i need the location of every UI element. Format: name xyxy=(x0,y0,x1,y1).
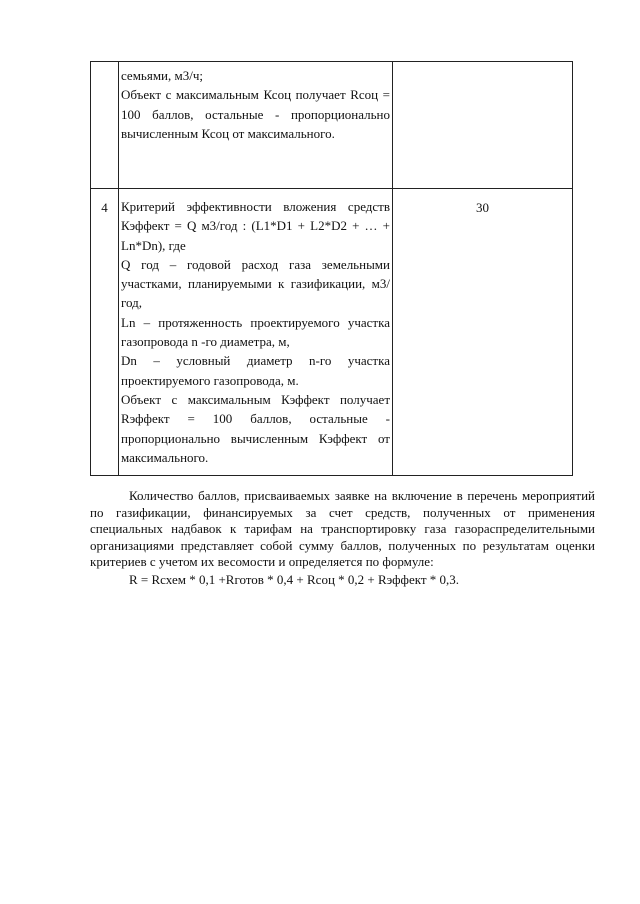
score-cell xyxy=(393,189,573,476)
table-row-continued xyxy=(91,62,573,189)
criterion-description-cell xyxy=(119,62,393,189)
score-cell xyxy=(393,62,573,189)
table-row-criterion-4 xyxy=(91,189,573,476)
row-number-cell xyxy=(91,189,119,476)
row-number-cell xyxy=(91,62,119,189)
body-paragraph: Количество баллов, присваиваемых заявке на включение в перечень мероприятий по газификации, финансируемых за счет средств, полученных от применения специальных надбавок к тарифам на транспортировку газа газораспределительными организациями представляет собой сумму баллов, полученных по результатам оценки критериев с учетом их весомости и определяется по формуле: xyxy=(90,488,595,569)
score-formula: R = Rсхем * 0,1 +Rготов * 0,4 + Rсоц * 0,2 + Rэффект * 0,3. xyxy=(129,571,460,587)
criterion-text-line: Q год – годовой расход газа земельными участками, планируемыми к газификации, м3/год, xyxy=(121,256,390,311)
criterion-text-line: Объект с максимальным Ксоц получает Rсоц = 100 баллов, остальные - пропорционально вычисленным Ксоц от максимального. xyxy=(121,87,390,141)
criterion-description-cell xyxy=(119,189,393,476)
criterion-score: 30 xyxy=(476,200,489,215)
row-number: 4 xyxy=(101,200,108,215)
criterion-text-line: Ln – протяженность проектируемого участка газопровода n -го диаметра, м, xyxy=(121,314,390,350)
criteria-table xyxy=(90,61,573,476)
criterion-text-line: Dn – условный диаметр n-го участка проектируемого газопровода, м. xyxy=(121,353,390,388)
document-body xyxy=(90,488,595,588)
criterion-text-line: семьями, м3/ч; xyxy=(121,68,204,83)
criterion-text-line: Объект с максимальным Кэффект получает Rэффект = 100 баллов, остальные - пропорционально вычисленным Кэффект от максимального. xyxy=(121,391,390,465)
criterion-text-line: Критерий эффективности вложения средств Кэффект = Q м3/год : (L1*D1 + L2*D2 + … + Ln*Dn), где xyxy=(121,199,390,253)
